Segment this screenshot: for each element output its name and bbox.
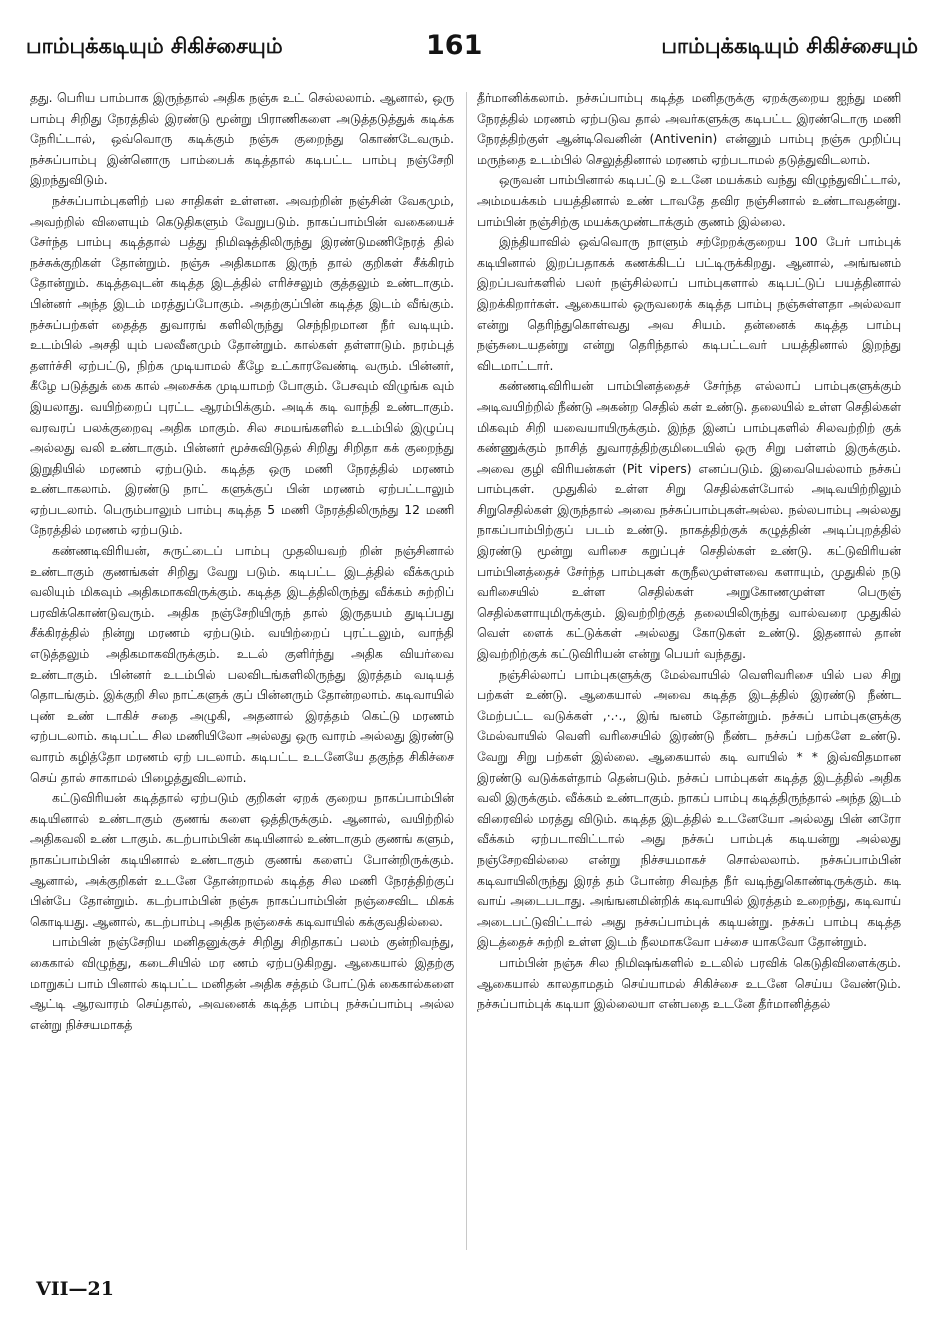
paragraph: தது. பெரிய பாம்பாக இருந்தால் அதிக நஞ்சு உட் செல்லலாம். ஆனால், ஒரு பாம்பு சிறிது நேரத்தில் இரண்டு மூன்று பிராணிகளை அடுத்தடுத்துக் கடிக்க நேரிட்டால், ஒவ்வொரு கடிக்கும் நஞ்சு குறைந்து கொண்டேவரும். நச்சுப்பாம்பு இன்னொரு பாம்பைக் கடித்தால் கடிபட்ட பாம்பு நஞ்சேறி இறந்துவிடும். bbox=[30, 91, 454, 188]
paragraph: நச்சுப்பாம்புகளிற் பல சாதிகள் உள்ளன. அவற்றின் நஞ்சின் வேகமும், அவற்றில் விளையும் கெடுதிகளும் வேறுபடும். நாகப்பாம்பின் வகையைச் சேர்ந்த பாம்பு கடித்தால் பத்து நிமிஷத்திலிருந்து இரண்டுமணிநேரத் தில் நச்சுக்குறிகள் தோன்றும். நஞ்சு அதிகமாக இருந் தால் குறிகள் சீக்கிரம் தோன்றும். கடித்தவுடன் கடித்த இடத்தில் எரிச்சலும் குத்தலும் உண்டாகும். பின்னர் அந்த இடம் மரத்துப்போகும். அதற்குப்பின் கடித்த இடம் வீங்கும். நச்சுப்பற்கள் தைத்த துவாரங் களிலிருந்து செந்நிறமான நீர் வடியும். உடம்பில் அசதி யும் பலவீனமும் தோன்றும். கால்கள் தள்ளாடும். நரம்புத் தளர்ச்சி ஏற்பட்டு, நிற்க முடியாமல் கீழே உட்காரவேண்டி வரும். பின்னர், கீழே படுத்துக் கை கால் அசைக்க முடியாமற் போகும். பேசவும் விழுங்க வும் இயலாது. வயிற்றைப் புரட்ட ஆரம்பிக்கும். அடிக் கடி வாந்தி உண்டாகும். வரவரப் பலக்குறைவு அதிக மாகும். சில சமயங்களில் உடம்பில் இழுப்பு அல்லது வலி உண்டாகும். பின்னர் மூச்சுவிடுதல் சிறிது சிறிதா கக் குறைந்து இறுதியில் மரணம் ஏற்படும். கடித்த ஒரு மணி நேரத்தில் மரணம் உண்டாகலாம். இரண்டு நாட் களுக்குப் பின் மரணம் ஏற்பட்டாலும் ஏற்படலாம். பெரும்பாலும் பாம்பு கடித்த 5 மணி நேரத்திலிருந்து 12 மணி நேரத்தில் மரணம் ஏற்படும். bbox=[30, 193, 454, 538]
paragraph: கட்டுவிரியன் கடித்தால் ஏற்படும் குறிகள் ஏறக் குறைய நாகப்பாம்பின் கடியினால் உண்டாகும் குணங் களை ஒத்திருக்கும். ஆனால், வயிற்றில் அதிகவலி உண் டாகும். கடற்பாம்பின் கடியினால் உண்டாகும் குணங் களும், நாகப்பாம்பின் கடியினால் உண்டாகும் குணங் களைப் போன்றிருக்கும். ஆனால், அக்குறிகள் உடனே தோன்றாமல் கடித்த சில மணி நேரத்திற்குப் பின்பே தோன்றும். கடற்பாம்பின் நஞ்சு நாகப்பாம்பின் நஞ்சைவிட மிகக் கொடியது. ஆனால், கடற்பாம்பு அதிக நஞ்சைக் கடிவாயில் கக்குவதில்லை. bbox=[30, 791, 454, 929]
paragraph: பாம்பின் நஞ்சேறிய மனிதனுக்குச் சிறிது சிறிதாகப் பலம் குன்றிவந்து, கைகால் விழுந்து, கடைசியில் மர ணம் ஏற்படுகிறது. ஆகையால் இதற்கு மாறுகப் பாம் பினால் கடிபட்ட மனிதன் அதிக சத்தம் போட்டுக் கைகால்களை ஆட்டி ஆரவாரம் செய்தால், அவனைக் கடித்த பாம்பு நச்சுப்பாம்பு அல்ல என்று நிச்சயமாகத் bbox=[30, 935, 454, 1032]
paragraph: கண்ணடிவிரியன், சுருட்டைப் பாம்பு முதலியவற் றின் நஞ்சினால் உண்டாகும் குணங்கள் சிறிது வேறு படும். கடிபட்ட இடத்தில் வீக்கமும் வலியும் மிகவும் அதிகமாகவிருக்கும். கடித்த இடத்திலிருந்து வீக்கம் சுற்றிப் பரவிக்கொண்டுவரும். அதிக நஞ்சேறியிருந் தால் இருதயம் துடிப்பது சீக்கிரத்தில் நின்று மரணம் ஏற்படும். வயிற்றைப் புரட்டலும், வாந்தி எடுத்தலும் அதிகமாகவிருக்கும். உடல் குளிர்ந்து அதிக வியர்வை உண்டாகும். பின்னர் உடம்பில் பலவிடங்களிலிருந்து இரத்தம் வடியத் தொடங்கும். இக்குறி சில நாட்களுக் குப் பின்னரும் தோன்றலாம். கடிவாயில் புண் உண் டாகிச் சதை அழுகி, அதனால் இரத்தம் கெட்டு மரணம் ஏற்படலாம். கடிபட்ட சில மணியிலோ அல்லது ஒரு வாரம் அல்லது இரண்டு வாரம் கழித்தோ மரணம் ஏற் படலாம். கடிபட்ட உடனேயே தகுந்த சிகிச்சை செய் தால் சாகாமல் பிழைத்துவிடலாம். bbox=[30, 544, 454, 785]
paragraph: இந்தியாவில் ஒவ்வொரு நாளும் சற்றேறக்குறைய 100 பேர் பாம்புக் கடியினால் இறப்பதாகக் கணக்கிடப் பட்டிருக்கிறது. ஆனால், அங்ஙனம் இறப்பவர்களில் பலர் நஞ்சில்லாப் பாம்புகளால் கடிபட்டுப் பயத்தினால் இறக்கிறார்கள். ஆகையால் ஒருவரைக் கடித்த பாம்பு நஞ்சுள்ளதா அல்லவா என்று தெரிந்துகொள்வது அவ சியம். தன்னைக் கடித்த பாம்பு நஞ்சுடையதன்று என்று தெரிந்தால் கடிபட்டவர் பயத்தினால் இறந்து விடமாட்டார். bbox=[477, 235, 901, 373]
left-column bbox=[30, 88, 454, 1278]
running-title-right: பாம்புக்கடியும் சிகிச்சையும் bbox=[661, 34, 918, 58]
running-title-left: பாம்புக்கடியும் சிகிச்சையும் bbox=[26, 34, 283, 58]
signature-mark: VII—21 bbox=[36, 1278, 114, 1300]
page-header bbox=[26, 30, 918, 70]
paragraph: நஞ்சில்லாப் பாம்புகளுக்கு மேல்வாயில் வெளிவரிசை யில் பல சிறு பற்கள் உண்டு. ஆகையால் அவை கடித்த இடத்தில் இரண்டு நீண்ட மேற்பட்ட வடுக்கள் ,·.·., இங் ஙனம் தோன்றும். நச்சுப் பாம்புகளுக்கு மேல்வாயில் வெளி வரிசையில் இரண்டு நீண்ட நச்சுப் பற்களே உண்டு. வேறு சிறு பற்கள் இல்லை. ஆகையால் கடி வாயில் * * இவ்விதமான இரண்டு வடுக்கள்தாம் தென்படும். நச்சுப் பாம்புகள் கடித்த இடத்தில் அதிக வலி இருக்கும். வீக்கம் உண்டாகும். நாகப் பாம்பு கடித்திருந்தால் அந்த இடம் விரைவில் மரத்து விடும். கடித்த இடத்தில் உடனேயோ அல்லது பின் னரோ வீக்கம் ஏற்படாவிட்டால் அது நச்சுப் பாம்புக் கடியன்று அல்லது நஞ்சேறவில்லை என்று நிச்சயமாகச் சொல்லலாம். நச்சுப்பாம்பின் கடிவாயிலிருந்து இரத் தம் போன்ற சிவந்த நீர் வடிந்துகொண்டிருக்கும். கடி வாய் அடைபடாது. அங்ஙனமின்றிக் கடிவாயில் இரத்தம் உறைந்து, கடிவாய் அடைபட்டுவிட்டால் அது நச்சுப்பாம்புக் கடியன்று. நச்சுப் பாம்பு கடித்த இடத்தைச் சுற்றி உள்ள இடம் நீலமாகவோ பச்சை யாகவோ தோன்றும். bbox=[477, 667, 901, 950]
paragraph: பாம்பின் நஞ்சு சில நிமிஷங்களில் உடலில் பரவிக் கெடுதிவிளைக்கும். ஆகையால் காலதாமதம் செய்யாமல் சிகிச்சை உடனே செய்ய வேண்டும். நச்சுப்பாம்புக் கடியா இல்லையா என்பதை உடனே தீர்மானித்தல் bbox=[477, 955, 901, 1012]
right-column bbox=[477, 88, 901, 1278]
paragraph: கண்ணடிவிரியன் பாம்பினத்தைச் சேர்ந்த எல்லாப் பாம்புகளுக்கும் அடிவயிற்றில் நீண்டு அகன்ற செதில் கள் உண்டு. தலையில் உள்ள செதில்கள் மிகவும் சிறி யவையாயிருக்கும். இந்த இனப் பாம்புகளில் சிலவற்றிற் குக் கண்ணுக்கும் நாசித் துவாரத்திற்குமிடையில் ஒரு சிறு பள்ளம் இருக்கும். அவை குழி விரியன்கள் (Pit vipers) எனப்படும். இவையெல்லாம் நச்சுப் பாம்புகள். முதுகில் உள்ள சிறு செதில்கள்போல் அடிவயிற்றிலும் சிறுசெதில்கள் இருந்தால் அவை நச்சுப்பாம்புகள்அல்ல. நல்லபாம்பு அல்லது நாகப்பாம்பிற்குப் படம் உண்டு. நாகத்திற்குக் கழுத்தின் அடிப்புறத்தில் இரண்டு மூன்று வரிசை கறுப்புச் செதில்கள் உண்டு. கட்டுவிரியன் பாம்பினத்தைச் சேர்ந்த பாம்புகள் கருநீலமுள்ளவை களாயும், முதுகில் நடு வரிசையில் உள்ள செதில்கள் அறுகோணமுள்ள பெருஞ் செதில்களாயுமிருக்கும். இவற்றிற்குத் தலையிலிருந்து வால்வரை முதுகில் வெள் ளைக் கட்டுக்கள் அல்லது கோடுகள் உண்டு. இதனால் தான் இவற்றிற்குக் கட்டுவிரியன் என்று பெயர் வந்தது. bbox=[477, 379, 901, 662]
paragraph: தீர்மானிக்கலாம். நச்சுப்பாம்பு கடித்த மனிதருக்கு ஏறக்குறைய ஐந்து மணி நேரத்தில் மரணம் ஏற்படுவ தால் அவர்களுக்கு கடிபட்ட இரண்டொரு மணி நேரத்திற்குள் ஆன்டிவெனின் (Antivenin) என்னும் பாம்பு நஞ்சு முறிப்பு மருந்தை உடம்பில் செலுத்தினால் மரணம் ஏற்படாமல் தடுத்துவிடலாம். bbox=[477, 91, 901, 167]
page-number: 161 bbox=[426, 30, 483, 61]
paragraph: ஒருவன் பாம்பினால் கடிபட்டு உடனே மயக்கம் வந்து விழுந்துவிட்டால், அம்மயக்கம் பயத்தினால் உண் டாவதே தவிர நஞ்சினால் உண்டாவதன்று. பாம்பின் நஞ்சிற்கு மயக்கமுண்டாக்கும் குணம் இல்லை. bbox=[477, 173, 901, 229]
column-divider bbox=[466, 92, 467, 1250]
